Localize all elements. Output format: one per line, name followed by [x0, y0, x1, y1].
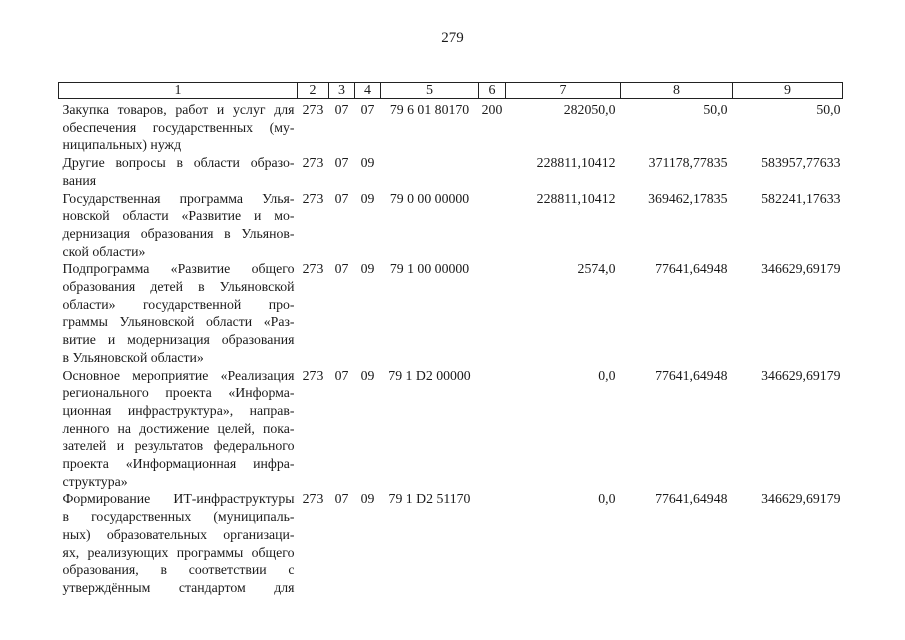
header-col-5: 5 — [381, 83, 479, 99]
cell-col-5: 79 1 00 00000 — [389, 261, 470, 277]
row-name-line: Подпрограмма «Развитие общего — [62, 261, 295, 277]
cell-col-5: 79 0 00 00000 — [389, 190, 470, 206]
row-name-line: Другие вопросы в области образо- — [62, 155, 295, 171]
row-name-line: витие и модернизация образования — [62, 332, 295, 348]
cell-col-7: 0,0 — [598, 367, 616, 383]
cell-col-4: 09 — [360, 491, 375, 507]
header-col-4: 4 — [355, 83, 381, 99]
cell-col-8: 77641,64948 — [655, 491, 728, 507]
cell-col-6: 200 — [481, 102, 503, 117]
cell-col-7: 228811,10412 — [536, 190, 616, 206]
cell-col-4: 09 — [360, 367, 375, 383]
cell-col-9: 346629,69179 — [761, 367, 841, 383]
row-name-line: структура» — [62, 473, 128, 489]
cell-col-4: 09 — [360, 261, 375, 277]
cell-col-6 — [479, 490, 506, 596]
row-name-line: области» государственной про- — [62, 296, 295, 312]
row-name-cell — [59, 190, 298, 261]
cell-col-7: 2574,0 — [577, 261, 616, 277]
cell-col-8: 371178,77835 — [648, 155, 728, 171]
cell-col-5: 79 6 01 80170 — [389, 102, 470, 117]
table-body — [59, 99, 843, 597]
row-name-line: ской области» — [62, 243, 146, 259]
budget-table — [58, 82, 843, 597]
cell-col-9: 346629,69179 — [761, 261, 841, 277]
row-name-line: вания — [62, 172, 97, 188]
row-name-line: ленного на достижение целей, пока- — [62, 420, 295, 436]
cell-col-5: 79 1 D2 00000 — [388, 367, 471, 383]
cell-col-5: 79 1 D2 51170 — [388, 491, 471, 507]
cell-col-4: 09 — [360, 190, 375, 206]
header-col-1: 1 — [59, 83, 298, 99]
row-name-line: ях, реализующих программы общего — [62, 544, 295, 560]
cell-col-9: 50,0 — [816, 102, 841, 117]
header-col-3: 3 — [329, 83, 355, 99]
row-name-cell — [59, 490, 298, 596]
cell-col-8: 369462,17835 — [648, 190, 728, 206]
table-row — [59, 490, 843, 596]
row-name-cell — [59, 367, 298, 491]
row-name-line: в государственных (муниципаль- — [62, 509, 295, 525]
cell-col-6 — [479, 260, 506, 366]
row-name-line: в Ульяновской области» — [62, 349, 204, 365]
row-name-line: Основное мероприятие «Реализация — [62, 367, 295, 383]
cell-col-3: 07 — [334, 491, 349, 507]
cell-col-2: 273 — [302, 261, 324, 277]
cell-col-2: 273 — [302, 190, 324, 206]
row-name-line: ных) образовательных организаци- — [62, 526, 295, 542]
row-name-line: проекта «Информационная инфра- — [62, 456, 295, 472]
header-col-7: 7 — [506, 83, 621, 99]
cell-col-3: 07 — [334, 190, 349, 206]
table-row — [59, 154, 843, 189]
table-row — [59, 367, 843, 491]
row-name-line: регионального проекта «Информа- — [62, 385, 295, 401]
row-name-cell — [59, 154, 298, 189]
row-name-line: Формирование ИТ-инфраструктуры — [62, 491, 295, 507]
row-name-line: ниципальных) нужд — [62, 137, 182, 153]
row-name-line: зателей и результатов федерального — [62, 438, 295, 454]
row-name-cell — [59, 260, 298, 366]
row-name-line: обеспечения государственных (му- — [62, 119, 295, 135]
row-name-line: Государственная программа Улья- — [62, 190, 295, 206]
cell-col-8: 77641,64948 — [655, 261, 728, 277]
header-col-6: 6 — [479, 83, 506, 99]
row-name-line: новской области «Развитие и мо- — [62, 208, 295, 224]
row-name-line: граммы Ульяновской области «Раз- — [62, 314, 295, 330]
table-row — [59, 260, 843, 366]
cell-col-9: 346629,69179 — [761, 491, 841, 507]
cell-col-7: 228811,10412 — [536, 155, 616, 171]
cell-col-2: 273 — [302, 102, 324, 117]
table-row — [59, 190, 843, 261]
cell-col-7: 282050,0 — [563, 102, 616, 117]
row-name-line: образования, в соответствии с — [62, 562, 295, 578]
cell-col-2: 273 — [302, 491, 324, 507]
row-name-cell — [59, 99, 298, 155]
page-number: 279 — [441, 30, 464, 46]
row-name-line: образования детей в Ульяновской — [62, 279, 295, 295]
cell-col-4: 07 — [360, 102, 375, 117]
table-header-row — [59, 83, 843, 99]
cell-col-3: 07 — [334, 102, 349, 117]
header-col-9: 9 — [733, 83, 843, 99]
row-name-line: Закупка товаров, работ и услуг для — [62, 102, 295, 117]
row-name-line: ционная инфраструктура», направ- — [62, 402, 295, 418]
cell-col-9: 583957,77633 — [761, 155, 841, 171]
cell-col-5 — [381, 154, 479, 189]
header-col-2: 2 — [298, 83, 329, 99]
cell-col-2: 273 — [302, 367, 324, 383]
cell-col-6 — [479, 190, 506, 261]
cell-col-6 — [479, 367, 506, 491]
row-name-line: утверждённым стандартом для — [62, 579, 295, 595]
cell-col-9: 582241,17633 — [761, 190, 841, 206]
cell-col-3: 07 — [334, 155, 349, 171]
cell-col-4: 09 — [360, 155, 375, 171]
cell-col-7: 0,0 — [598, 491, 616, 507]
cell-col-3: 07 — [334, 367, 349, 383]
cell-col-6 — [479, 154, 506, 189]
header-col-8: 8 — [621, 83, 733, 99]
cell-col-3: 07 — [334, 261, 349, 277]
row-name-line: дернизация образования в Ульянов- — [62, 225, 295, 241]
cell-col-8: 77641,64948 — [655, 367, 728, 383]
cell-col-2: 273 — [302, 155, 324, 171]
table-row — [59, 99, 843, 155]
cell-col-8: 50,0 — [703, 102, 728, 117]
